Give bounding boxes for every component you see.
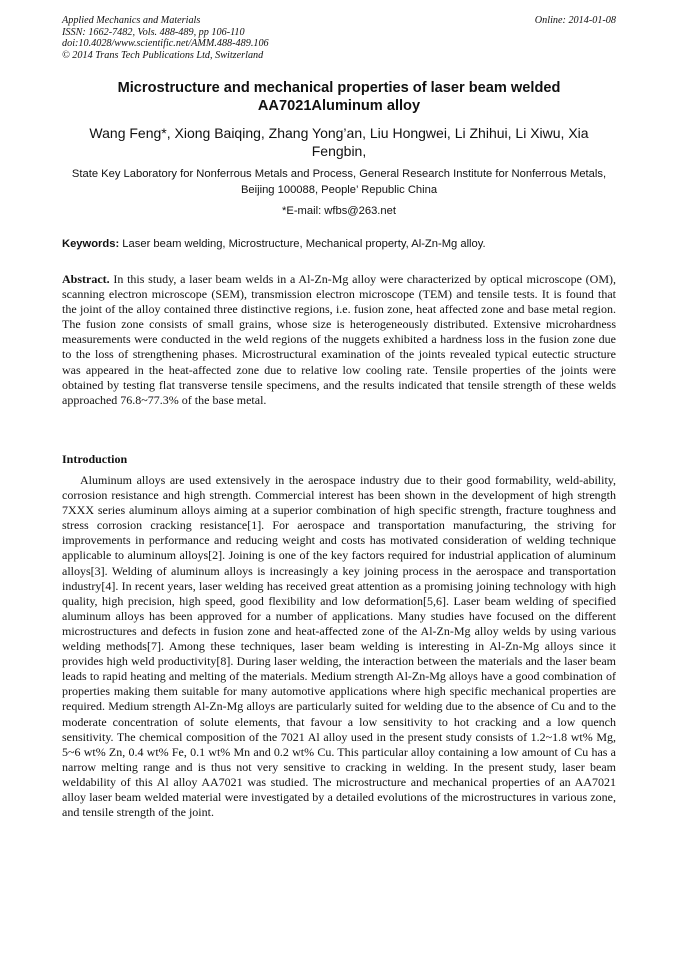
keywords-line (62, 237, 616, 251)
journal-name: Applied Mechanics and Materials (62, 15, 201, 26)
doi-line[interactable]: doi:10.4028/www.scientific.net/AMM.488-489.106 (62, 38, 269, 50)
introduction-heading: Introduction (62, 452, 128, 466)
author-list: Wang Feng*, Xiong Baiqing, Zhang Yong’an, Liu Hongwei, Li Zhihui, Li Xiwu, Xia Fengbin, (89, 125, 589, 160)
journal-header (62, 15, 392, 61)
copyright-line: © 2014 Trans Tech Publications Ltd, Switzerland (62, 49, 264, 61)
paper-title: Microstructure and mechanical properties of laser beam welded AA7021Aluminum alloy (117, 80, 561, 114)
affiliation: State Key Laboratory for Nonferrous Metals and Process, General Research Institute for Nonferrous Metals, Beijing 100088, People’ Republic China (71, 168, 607, 196)
introduction-paragraph: Aluminum alloys are used extensively in the aerospace industry due to their good formability, weld-ability, corrosion resistance and high strength. Commercial interest has been shown in the development of high strength 7XXX series aluminum alloys aiming at a superior combination of high specific strength, fracture toughness and stress corrosion cracking resistance[1]. For aerospace and transportation manufacturing, the striving for improvements in performance and reducing weight and costs has motivated consideration of welding technique applicable to aluminum alloys[2]. Joining is one of the key factors required for industrial application of aluminum alloys[3]. Welding of aluminum alloys is increasingly a key joining process in the aerospace and transportation industry[4]. In recent years, laser welding has received great attention as a promising joining technology with high quality, high precision, high speed, good flexibility and low deformation[5,6]. Laser beam welding of specified aluminum alloys has been approved for a number of applications. Many studies have focused on the different microstructures and defects in fusion zone and heat-affected zone of the Al-Zn-Mg alloy welds by using various welding methods[7]. Among these techniques, laser beam welding is interesting in Al-Zn-Mg alloys since it provides high weld productivity[8]. During laser welding, the interaction between the materials and the laser beam leads to rapid heating and melting of the materials. Medium strength Al-Zn-Mg alloys have a good combination of properties making them suitable for many automotive applications where high specific mechanical properties are required. Medium strength Al-Zn-Mg alloys are particularly suited for welding due to the absence of Cu and to the moderate concentration of solute elements, that favour a low sensitivity to hot cracking and a low quench sensitivity. The chemical composition of the 7021 Al alloy used in the present study consists of 1.2~1.8 wt% Mg, 5~6 wt% Zn, 0.4 wt% Fe, 0.1 wt% Mn and 0.2 wt% Cu. This particular alloy containing a low amount of Cu has a narrow melting range and is thus not very sensitive to cracking in welding. In the present study, laser beam weldability of this Al alloy AA7021 was studied. The microstructure and mechanical properties of an AA7021 alloy laser beam welded material were investigated by a detailed evolutions of the microstructures in various zone, and tensile strength of the joint. (62, 473, 616, 820)
keywords-text: Laser beam welding, Microstructure, Mechanical property, Al-Zn-Mg alloy. (119, 238, 486, 250)
online-date: Online: 2014-01-08 (534, 15, 616, 26)
issn-line: ISSN: 1662-7482, Vols. 488-489, pp 106-110 (62, 26, 245, 38)
abstract-text: In this study, a laser beam welds in a Al-Zn-Mg alloy were characterized by optical microscope (OM), scanning electron microscope (SEM), transmission electron microscope (TEM) and tensile tests. It is found that the joint of the alloy contained three distinctive regions, i.e. fusion zone, heat affected zone and base metal region. The fusion zone consists of small grains, whose size is heterogeneously distributed. Extensive microhardness measurements were conducted in the weld regions of the nuggets exhibited a hardness loss in the fusion zone due to the loss of strengthening phases. Microstructural examination of the joints revealed typical eutectic structure was appeared in the heat-affected zone due to relative low cooling rate. Tensile properties of the joints were obtained by testing flat transverse tensile specimens, and the results indicated that tensile strength of these welds approached 76.8~77.3% of the base metal. (62, 272, 616, 407)
keywords-label: Keywords: (62, 238, 120, 250)
abstract-paragraph (62, 272, 616, 408)
contact-email[interactable]: *E-mail: wfbs@263.net (282, 205, 396, 217)
abstract-label: Abstract. (62, 272, 110, 286)
